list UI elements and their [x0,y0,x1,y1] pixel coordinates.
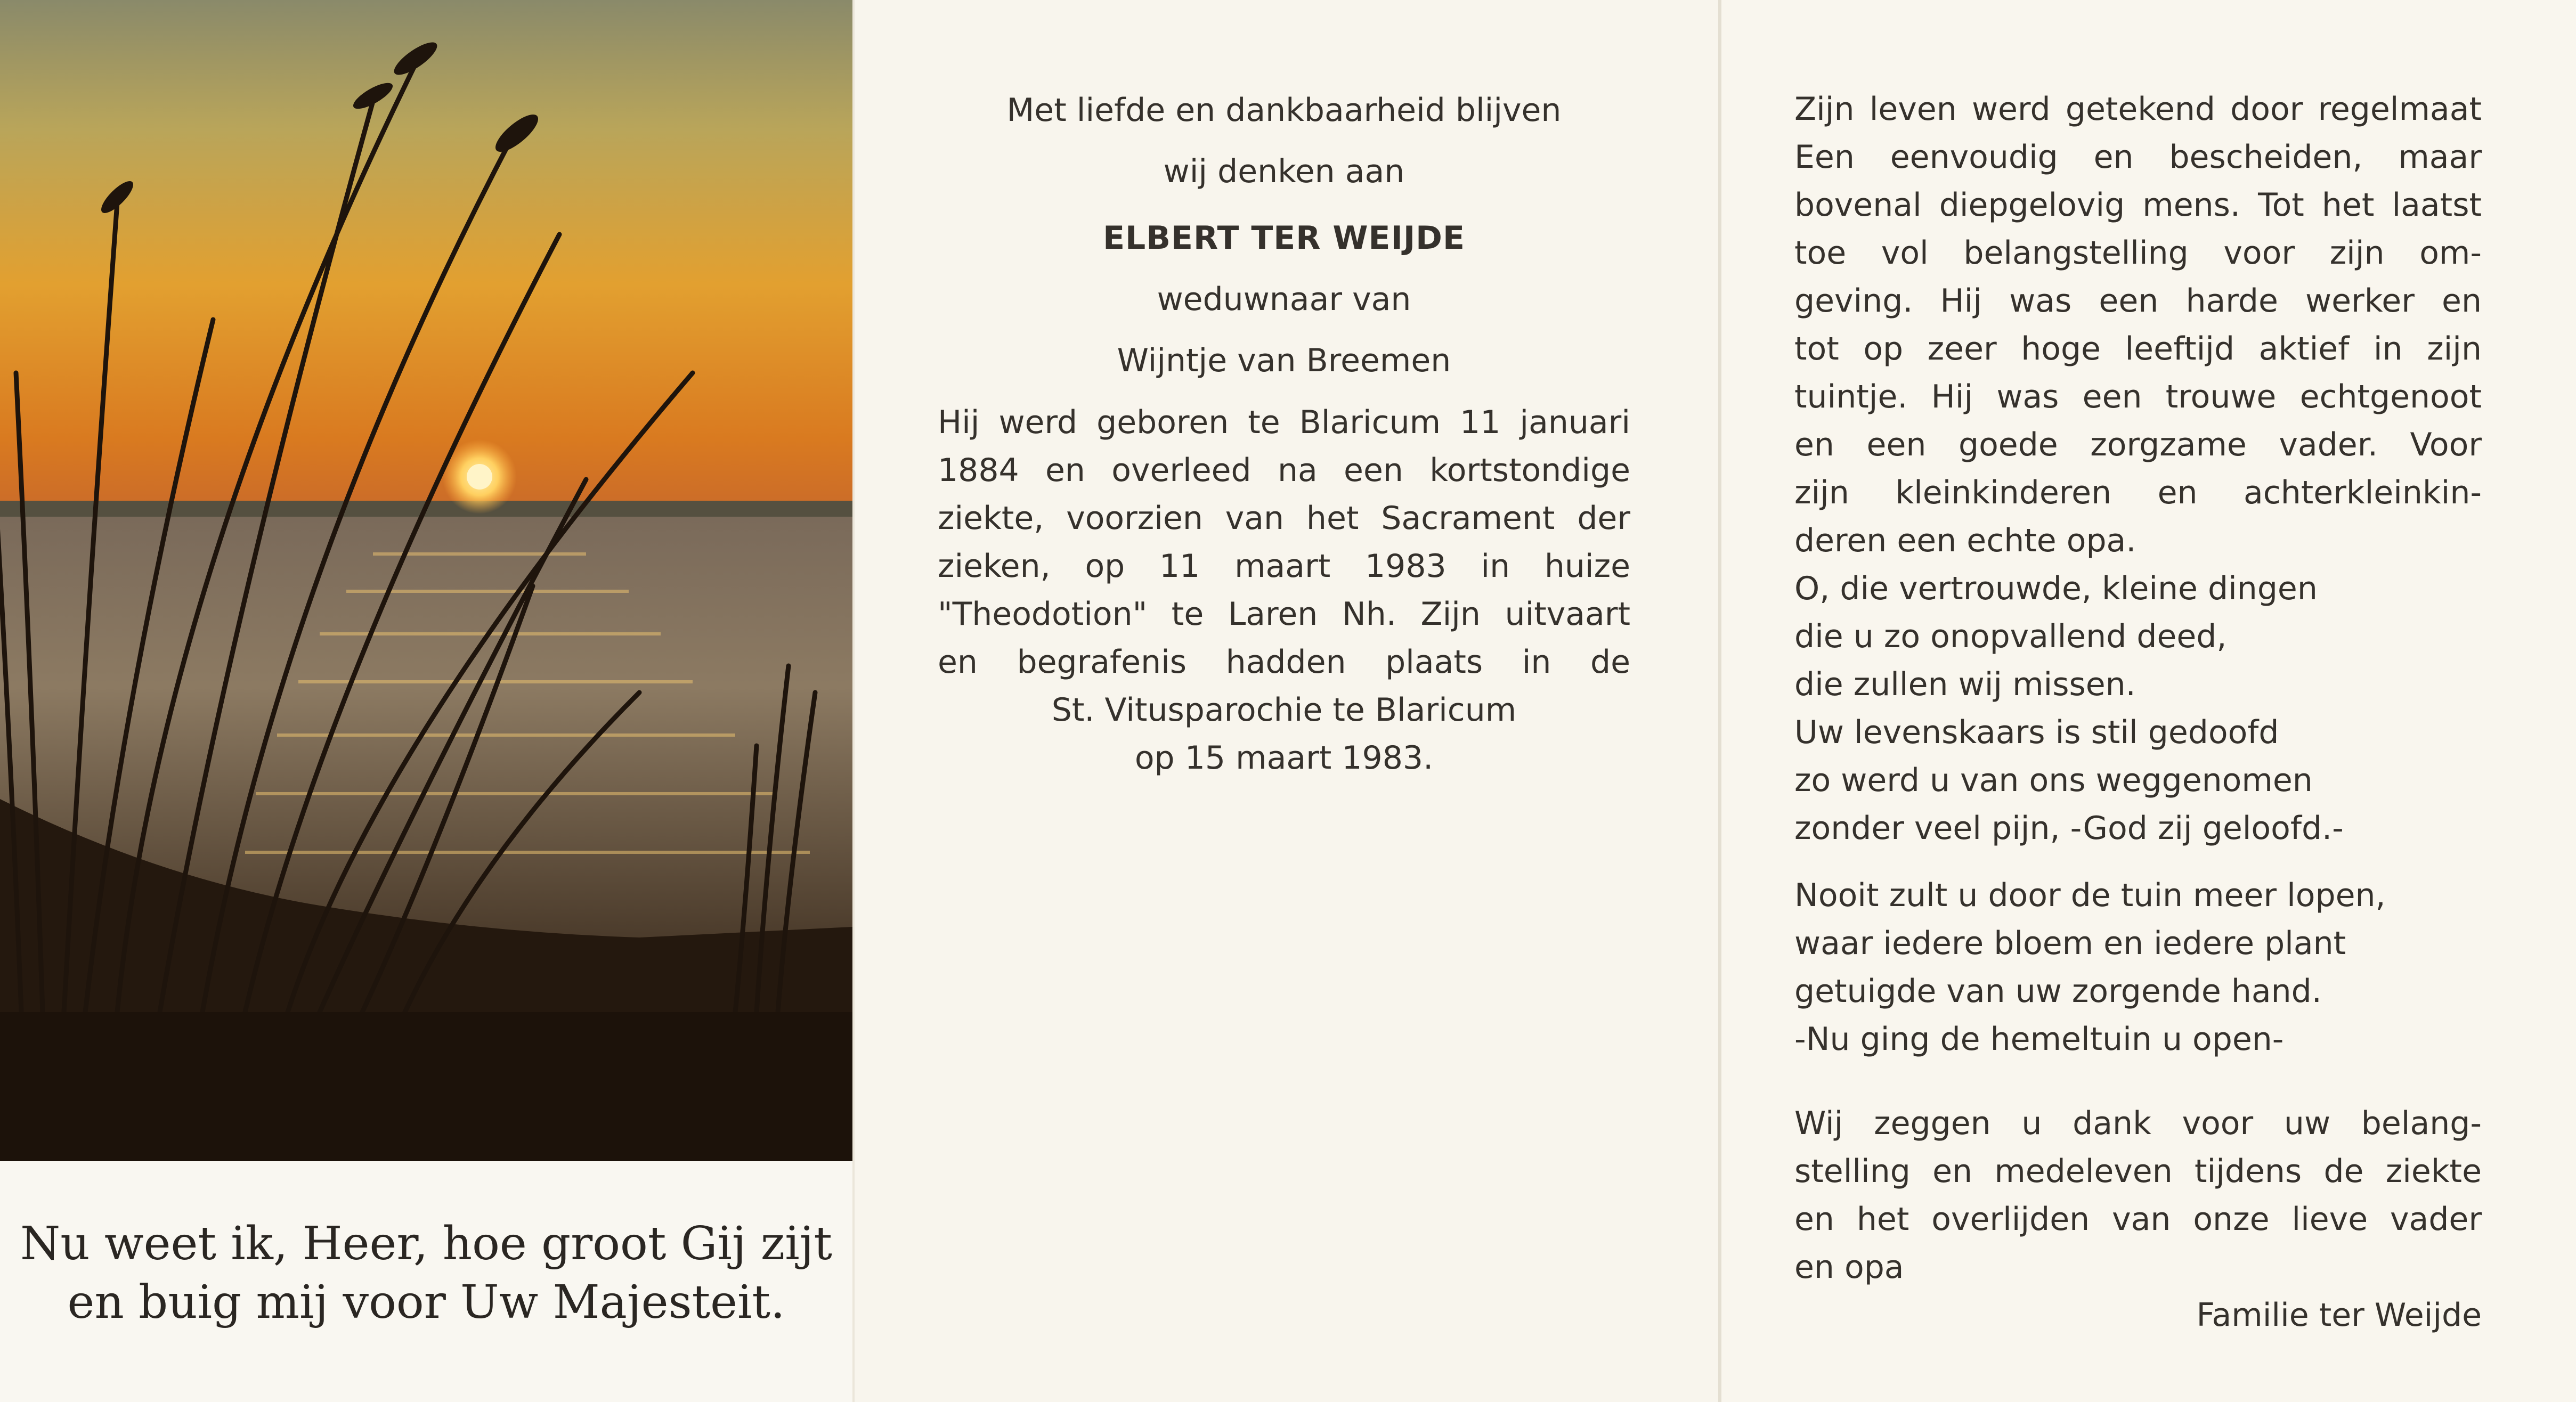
tribute-line: tot op zeer hoge leeftijd aktief in zijn [1794,330,2482,368]
poem-line: getuigde van uw zorgende hand. [1794,973,2322,1010]
tribute-line: Een eenvoudig en bescheiden, maar [1794,138,2482,176]
caption-line: en buig mij voor Uw Majesteit. [67,1276,785,1329]
deceased-block [938,208,1630,392]
tribute-line: deren een echte opa. [1794,522,2136,559]
deceased-name: ELBERT TER WEIJDE [1103,219,1465,257]
details-line: St. Vitusparochie te Blaricum [1051,691,1517,729]
poem-line: die u zo onopvallend deed, [1794,618,2227,655]
thanks-block [1794,1099,2482,1339]
relation-text: weduwnaar van [1157,281,1411,318]
tribute-line: geving. Hij was een harde werker en [1794,282,2482,320]
life-details [938,398,1630,782]
tribute-line: toe vol belangstelling voor zijn om- [1794,234,2482,272]
thanks-line: en het overlijden van onze lieve vader [1794,1201,2482,1238]
tribute-line: en een goede zorgzame vader. Voor [1794,426,2482,463]
intro-line: Met liefde en dankbaarheid blijven [1006,92,1562,129]
intro-line: wij denken aan [1163,153,1405,190]
poem-line: die zullen wij missen. [1794,666,2136,703]
details-line: "Theodotion" te Laren Nh. Zijn uitvaart [938,596,1630,633]
poem-line: zonder veel pijn, -God zij geloofd.- [1794,810,2344,847]
caption-line: Nu weet ik, Heer, hoe groot Gij zijt [20,1217,832,1270]
caption-verse [0,1214,852,1332]
tribute-line: zijn kleinkinderen en achterkleinkin- [1794,474,2482,511]
tribute-paragraph [1794,85,2482,852]
tribute-line: bovenal diepgelovig mens. Tot het laatst [1794,186,2482,224]
garden-poem [1794,871,2482,1063]
spouse-name: Wijntje van Breemen [1117,342,1451,379]
poem-line: zo werd u van ons weggenomen [1794,762,2313,799]
tribute-line: Zijn leven werd getekend door regelmaat [1794,91,2482,128]
thanks-line: Wij zeggen u dank voor uw belang- [1794,1105,2482,1142]
details-line: op 15 maart 1983. [1134,739,1434,777]
family-signature: Familie ter Weijde [2196,1297,2482,1334]
tribute-line: tuintje. Hij was een trouwe echtgenoot [1794,378,2482,415]
sunset-reeds-photo [0,0,852,1161]
poem-line: waar iedere bloem en iedere plant [1794,925,2346,962]
details-line: zieken, op 11 maart 1983 in huize [938,548,1630,585]
poem-line: Nooit zult u door de tuin meer lopen, [1794,877,2386,914]
poem-line: O, die vertrouwde, kleine dingen [1794,570,2318,607]
details-line: en begrafenis hadden plaats in de [938,643,1630,681]
left-panel [0,0,852,1402]
thanks-line: en opa [1794,1249,1904,1286]
poem-line: Uw levenskaars is stil gedoofd [1794,714,2279,751]
poem-line: -Nu ging de hemeltuin u open- [1794,1021,2284,1058]
details-line: ziekte, voorzien van het Sacrament der [938,500,1630,537]
thanks-line: stelling en medeleven tijdens de ziekte [1794,1153,2482,1190]
intro-block [938,80,1630,202]
details-line: Hij werd geboren te Blaricum 11 januari [938,404,1630,441]
details-line: 1884 en overleed na een kortstondige [938,452,1630,489]
